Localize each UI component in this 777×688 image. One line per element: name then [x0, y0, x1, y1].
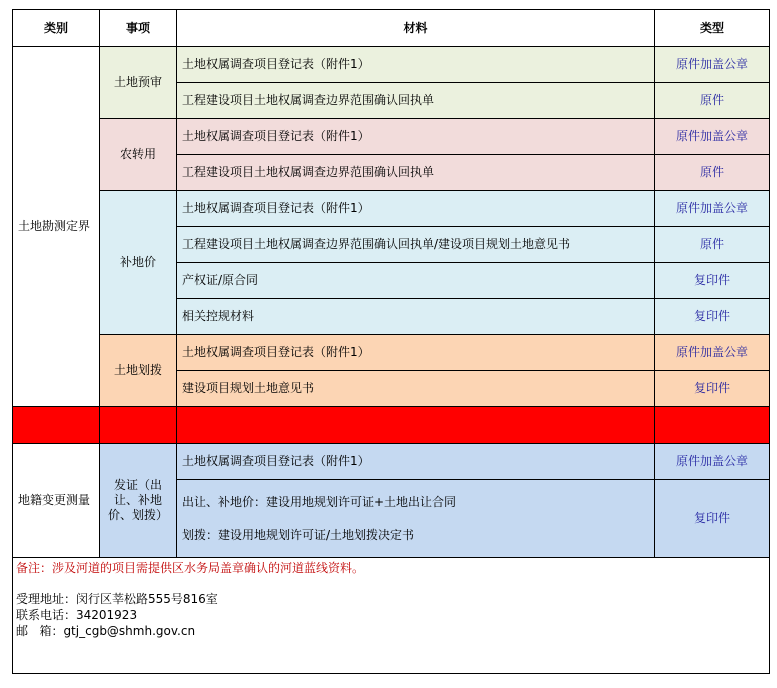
header-material: 材料	[177, 10, 655, 47]
material-cell: 工程建设项目土地权属调查边界范围确认回执单	[177, 155, 655, 191]
material-cell-multiline	[177, 480, 655, 558]
type-cell: 原件加盖公章	[655, 335, 770, 371]
separator-cell	[13, 407, 100, 444]
materials-sheet	[12, 9, 769, 674]
material-cell: 土地权属调查项目登记表（附件1）	[177, 119, 655, 155]
material-cell: 土地权属调查项目登记表（附件1）	[177, 335, 655, 371]
material-cell: 工程建设项目土地权属调查边界范围确认回执单/建设项目规划土地意见书	[177, 227, 655, 263]
separator-cell	[177, 407, 655, 444]
email-text: 邮 箱：gtj_cgb@shmh.gov.cn	[16, 624, 196, 638]
material-cell: 土地权属调查项目登记表（附件1）	[177, 191, 655, 227]
type-cell: 复印件	[655, 480, 770, 558]
item-land-premium: 补地价	[100, 191, 177, 335]
type-cell: 原件加盖公章	[655, 444, 770, 480]
phone-text: 联系电话：34201923	[16, 608, 138, 622]
type-cell: 原件加盖公章	[655, 47, 770, 83]
header-item: 事项	[100, 10, 177, 47]
item-land-allocation: 土地划拨	[100, 335, 177, 407]
item-land-pre-review: 土地预审	[100, 47, 177, 119]
type-cell: 复印件	[655, 299, 770, 335]
material-cell: 相关控规材料	[177, 299, 655, 335]
material-line: 划拨：建设用地规划许可证/土地划拨决定书	[182, 527, 415, 542]
type-cell: 原件加盖公章	[655, 191, 770, 227]
category-cadastral-change: 地籍变更测量	[13, 444, 100, 558]
header-type: 类型	[655, 10, 770, 47]
type-cell: 原件	[655, 83, 770, 119]
item-farmland-conversion: 农转用	[100, 119, 177, 191]
material-cell: 土地权属调查项目登记表（附件1）	[177, 444, 655, 480]
materials-table	[12, 9, 770, 674]
type-cell: 复印件	[655, 263, 770, 299]
material-line: 出让、补地价：建设用地规划许可证+土地出让合同	[182, 494, 457, 509]
type-cell: 原件	[655, 155, 770, 191]
item-certification: 发证（出让、补地价、划拨）	[100, 444, 177, 558]
address-text: 受理地址：闵行区莘松路555号816室	[16, 592, 218, 606]
type-cell: 复印件	[655, 371, 770, 407]
separator-cell	[655, 407, 770, 444]
material-cell: 产权证/原合同	[177, 263, 655, 299]
material-cell: 土地权属调查项目登记表（附件1）	[177, 47, 655, 83]
separator-cell	[100, 407, 177, 444]
material-cell: 工程建设项目土地权属调查边界范围确认回执单	[177, 83, 655, 119]
notes-cell	[13, 558, 770, 674]
type-cell: 原件	[655, 227, 770, 263]
header-category: 类别	[13, 10, 100, 47]
category-land-survey: 土地勘测定界	[13, 47, 100, 407]
type-cell: 原件加盖公章	[655, 119, 770, 155]
remark-text: 备注：涉及河道的项目需提供区水务局盖章确认的河道蓝线资料。	[16, 561, 365, 575]
material-cell: 建设项目规划土地意见书	[177, 371, 655, 407]
